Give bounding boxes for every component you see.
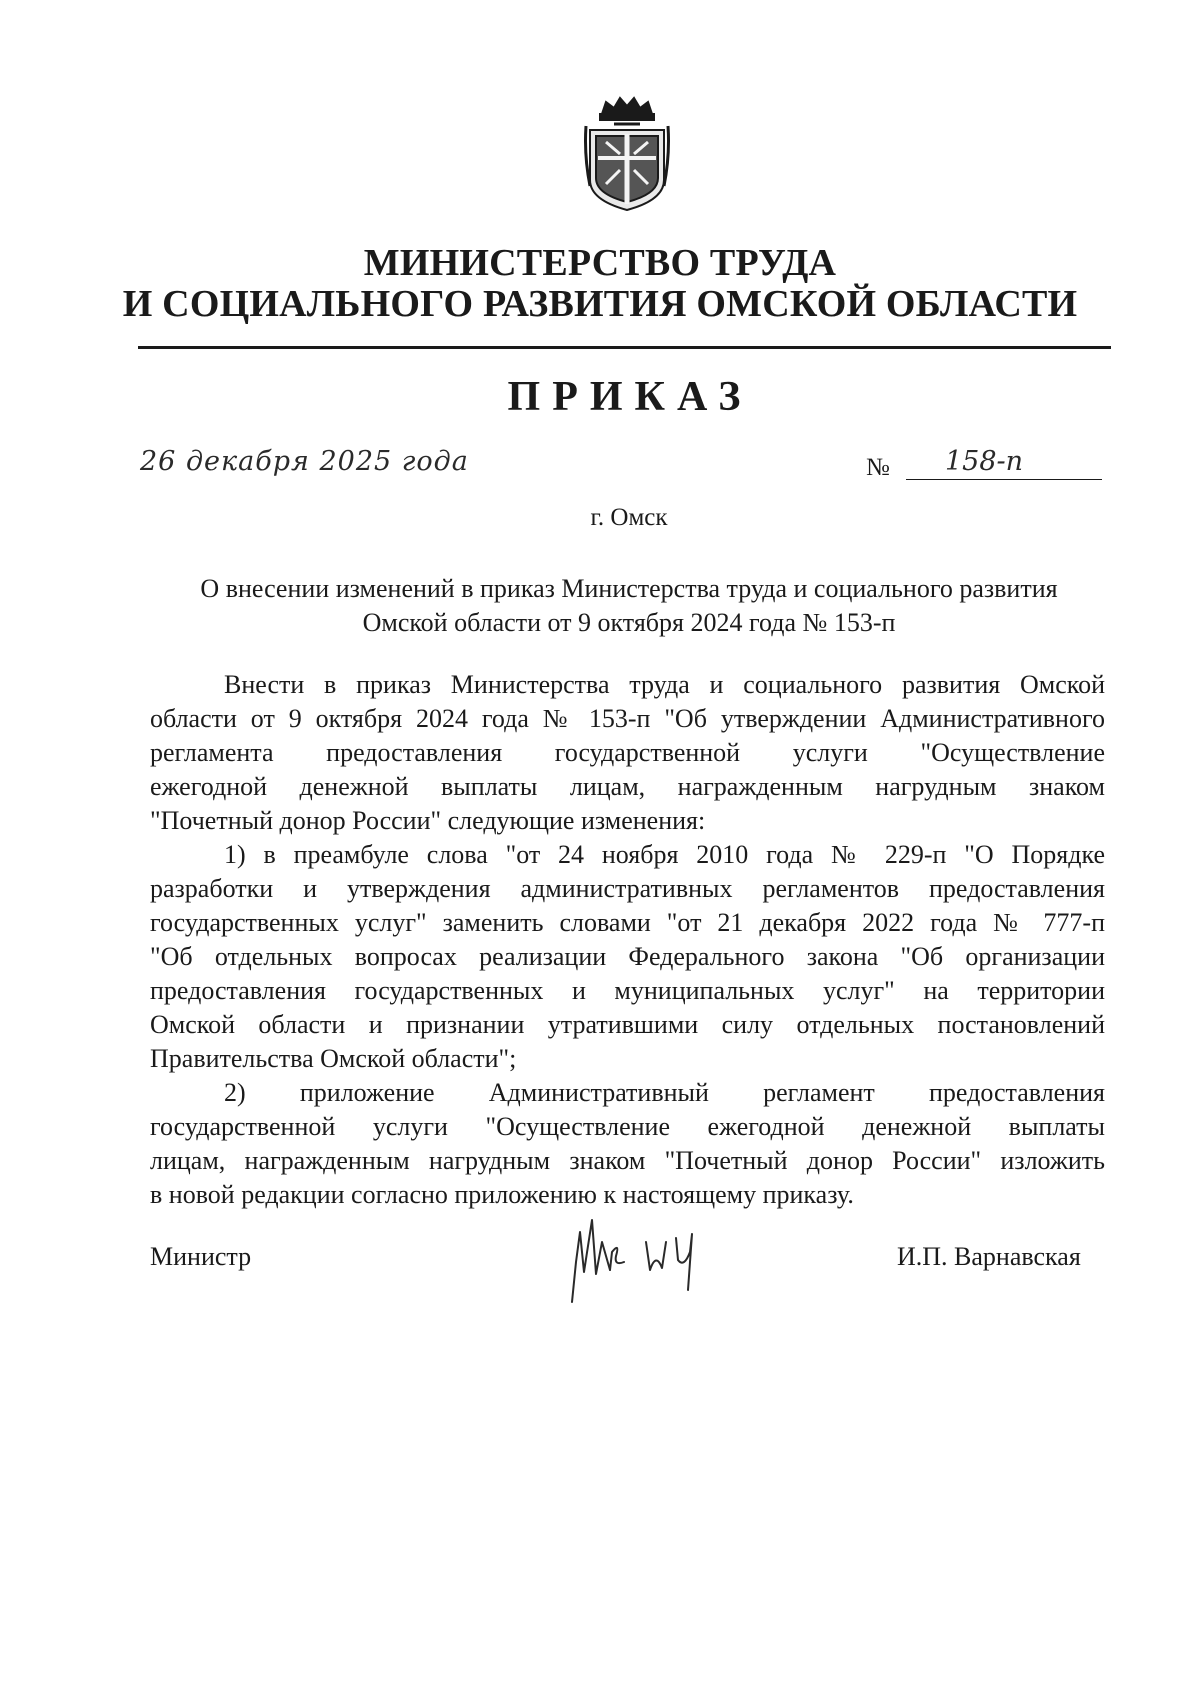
handwritten-signature: [566, 1212, 706, 1304]
subject-line-1: О внесении изменений в приказ Министерства труда и социального развития: [200, 574, 1058, 603]
signer-position: Министр: [150, 1242, 252, 1271]
body-line: Внести в приказ Министерства труда и социального развития Омской: [224, 670, 1105, 699]
body-line: 1) в преамбуле слова "от 24 ноября 2010 года № 229-п "О Порядке: [224, 840, 1105, 869]
order-number-label: №: [866, 454, 890, 481]
body-line: регламента предоставления государственной услуги "Осуществление: [150, 738, 1105, 767]
signer-name: И.П. Варнавская: [897, 1242, 1081, 1271]
subject-line-2: Омской области от 9 октября 2024 года № 153-п: [362, 608, 896, 637]
body-line: ежегодной денежной выплаты лицам, награжденным нагрудным знаком: [150, 772, 1105, 801]
document-title: ПРИКАЗ: [507, 374, 753, 420]
header-divider: [138, 346, 1111, 349]
body-line: государственных услуг" заменить словами "от 21 декабря 2022 года № 777-п: [150, 908, 1105, 937]
order-date-handwritten: 26 декабря 2025 года: [140, 446, 469, 477]
coat-of-arms-emblem: [584, 96, 670, 214]
ministry-name-line-2: И СОЦИАЛЬНОГО РАЗВИТИЯ ОМСКОЙ ОБЛАСТИ: [122, 283, 1078, 325]
body-line: области от 9 октября 2024 года № 153-п "Об утверждении Административного: [150, 704, 1105, 733]
order-number-handwritten: 158-п: [945, 446, 1024, 477]
body-line: предоставления государственных и муниципальных услуг" на территории: [150, 976, 1105, 1005]
order-number-underline: [906, 479, 1102, 480]
city: г. Омск: [590, 504, 668, 531]
body-line: Правительства Омской области";: [150, 1044, 517, 1073]
body-line: "Об отдельных вопросах реализации Федерального закона "Об организации: [150, 942, 1105, 971]
body-line: лицам, награжденным нагрудным знаком "Почетный донор России" изложить: [150, 1146, 1105, 1175]
ministry-name-line-1: МИНИСТЕРСТВО ТРУДА: [363, 242, 837, 284]
body-line: в новой редакции согласно приложению к настоящему приказу.: [150, 1180, 854, 1209]
body-line: государственной услуги "Осуществление ежегодной денежной выплаты: [150, 1112, 1105, 1141]
body-line: 2) приложение Административный регламент предоставления: [224, 1078, 1105, 1107]
body-line: Омской области и признании утратившими силу отдельных постановлений: [150, 1010, 1105, 1039]
body-line: "Почетный донор России" следующие изменения:: [150, 806, 706, 835]
body-line: разработки и утверждения административных регламентов предоставления: [150, 874, 1105, 903]
